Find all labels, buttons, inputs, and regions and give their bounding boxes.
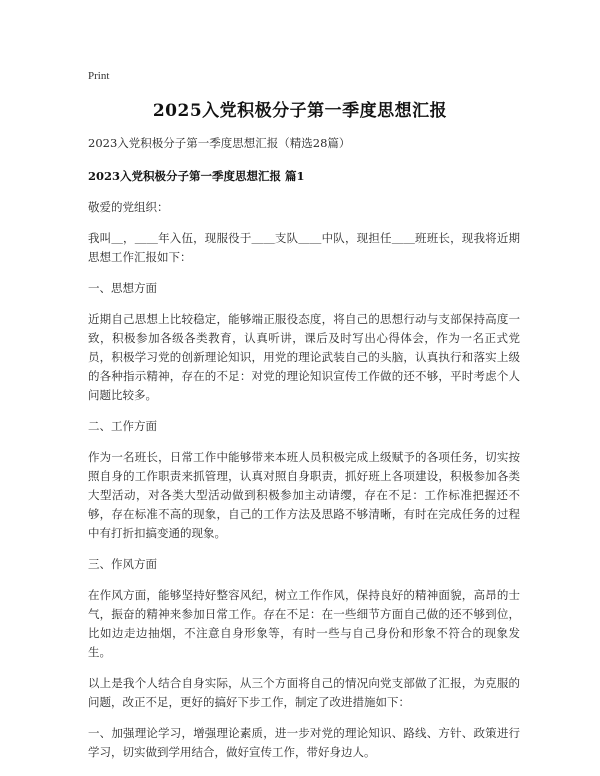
document-subtitle: 2023入党积极分子第一季度思想汇报（精选28篇）: [88, 136, 351, 150]
section-body-thought: 近期自己思想上比较稳定，能够端正服役态度，将自己的思想行动与支部保持高度一致，积极参加各级各类教育，认真听讲，课后及时写出心得体会，作为一名正式党员，积极学习党的创新理论知识，用党的理论武装自己的头脑，认真执行和落实上级的各种指示精神，存在的不足：对党的理论知识宣传工作做的还不够，平时考虑个人问题比较多。: [88, 312, 520, 402]
document-title: 2025入党积极分子第一季度思想汇报: [152, 101, 448, 121]
intro-paragraph: 我叫＿，＿＿年入伍，现服役于＿＿支队＿＿中队，现担任＿＿班班长，现我将近期思想工作汇报如下：: [88, 231, 520, 264]
section-body-work: 作为一名班长，日常工作中能够带来本班人员积极完成上级赋予的各项任务，切实按照自身的工作职责来抓管理，认真对照自身职责，抓好班上各项建设，积极参加各类大型活动，对各类大型活动做到积极参加主动请缨，存在不足：工作标准把握还不够，存在标准不高的现象，自己的工作方法及思路不够清晰，有时在完成任务的过程中有打折扣搞变通的现象。: [88, 450, 520, 540]
measure-paragraph-1: 一、加强理论学习，增强理论素质，进一步对党的理论知识、路线、方针、政策进行学习，切实做到学用结合，做好宣传工作，带好身边人。: [88, 726, 520, 759]
article-heading: 2023入党积极分子第一季度思想汇报 篇1: [88, 169, 305, 183]
summary-paragraph: 以上是我个人结合自身实际，从三个方面将自己的情况向党支部做了汇报，为克服的问题，改正不足，更好的搞好下步工作，制定了改进措施如下：: [88, 676, 520, 709]
print-label: Print: [88, 70, 110, 82]
section-heading-work: 二、工作方面: [88, 419, 157, 433]
section-body-style: 在作风方面，能够坚持好整容风纪，树立工作作风，保持良好的精神面貌，高昂的士气，振奋的精神来参加日常工作。存在不足：在一些细节方面自己做的还不够到位，比如边走边抽烟，不注意自身形象等，有时一些与自己身份和形象不符合的现象发生。: [88, 588, 520, 659]
document-body: [88, 134, 520, 774]
section-heading-style: 三、作风方面: [88, 557, 157, 571]
section-heading-thought: 一、思想方面: [88, 281, 157, 295]
salutation: 敬爱的党组织：: [88, 200, 169, 214]
